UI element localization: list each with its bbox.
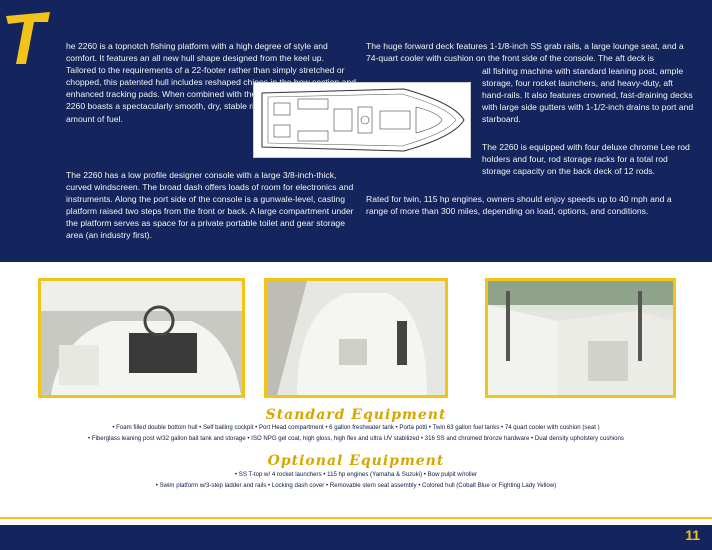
standard-equipment-line: • Foam filled double bottom hull • Self bailing cockpit • Port Head compartment • 6 gallon freshwater tank • Porta potti • Twin 63 gallon fuel tanks • 74 quart cooler with cushion (seat ): [112, 424, 600, 431]
photo-aft-deck: [485, 278, 676, 398]
intro-paragraph-2: The 2260 has a low profile designer console with a large 3/8-inch-thick, curved windscreen. The broad dash offers loads of room for electronics and instruments. Along the port side of the console is a gunwale-level, casting platform raised two steps from the front or back. A large compartment under the platform serves as space for a private portable toilet and gear storage area (an industry first).: [66, 170, 354, 241]
deck-paragraph-start: The huge forward deck features 1-1/8-inch SS grab rails, a large lounge seat, and a 74-quart cooler with cushion on the front side of the console. The aft deck is: [366, 41, 684, 64]
deck-plan-diagram: [253, 82, 471, 158]
optional-equipment-line: • Swim platform w/3-step ladder and rails • Locking dash cover • Removable stern seat assembly • Colored hull (Cobalt Blue or Fighting Lady Yellow): [155, 481, 557, 489]
standard-equipment-heading: Standard Equipment: [265, 407, 447, 423]
optional-equipment-list: [0, 470, 712, 491]
page-number: 11: [685, 527, 700, 543]
navy-text-panel: [0, 0, 712, 262]
gold-divider: [0, 517, 712, 519]
photo-console-helm: [38, 278, 245, 398]
footer-bar: [0, 525, 712, 550]
rod-holder-paragraph: The 2260 is equipped with four deluxe chrome Lee rod holders and four, rod storage racks for a total rod storage capacity on the back deck of 12 rods.: [482, 142, 690, 177]
deck-paragraph-cont: all fishing machine with standard leaning post, ample storage, four rocket launchers, and heavy-duty, aft hand-rails. It also features crowned, fast-draining decks with large side gutters with 1-1/2-inch drains to port and starboard.: [482, 66, 694, 125]
drop-cap-t: [4, 10, 52, 66]
optional-equipment-line: • SS T-top w/ 4 rocket launchers • 115 hp engines (Yamaha & Suzuki) • Bow pulpit w/roller: [234, 471, 478, 478]
engine-paragraph: Rated for twin, 115 hp engines, owners should enjoy speeds up to 40 mph and a range of more than 300 miles, depending on load, options, and conditions.: [366, 194, 672, 217]
standard-equipment-line: • Fiberglass leaning post w/32 gallon bait tank and storage • ISO NPG gel coat, high gloss, high flex and ultra UV stabilized • 316 SS and chromed bronze hardware • Dual density upholstery cushions: [88, 434, 624, 442]
intro-paragraph-1: he 2260 is a topnotch fishing platform with a high degree of style and comfort. It features an all new hull shape designed from the keel up. Tailored to the requirements of a 22-footer rather than simply stretched or chopped, this patented hull includes reshaped chines in the bow section and enhanced tracking pads. When combined with the reshaped tunnel top, the 2260 boasts a spectacularly smooth, dry, stable ride while using a miserly amount of fuel.: [66, 41, 357, 124]
photo-console-head-compartment: [264, 278, 448, 398]
optional-equipment-heading: Optional Equipment: [267, 453, 445, 469]
standard-equipment-list: [0, 423, 712, 444]
